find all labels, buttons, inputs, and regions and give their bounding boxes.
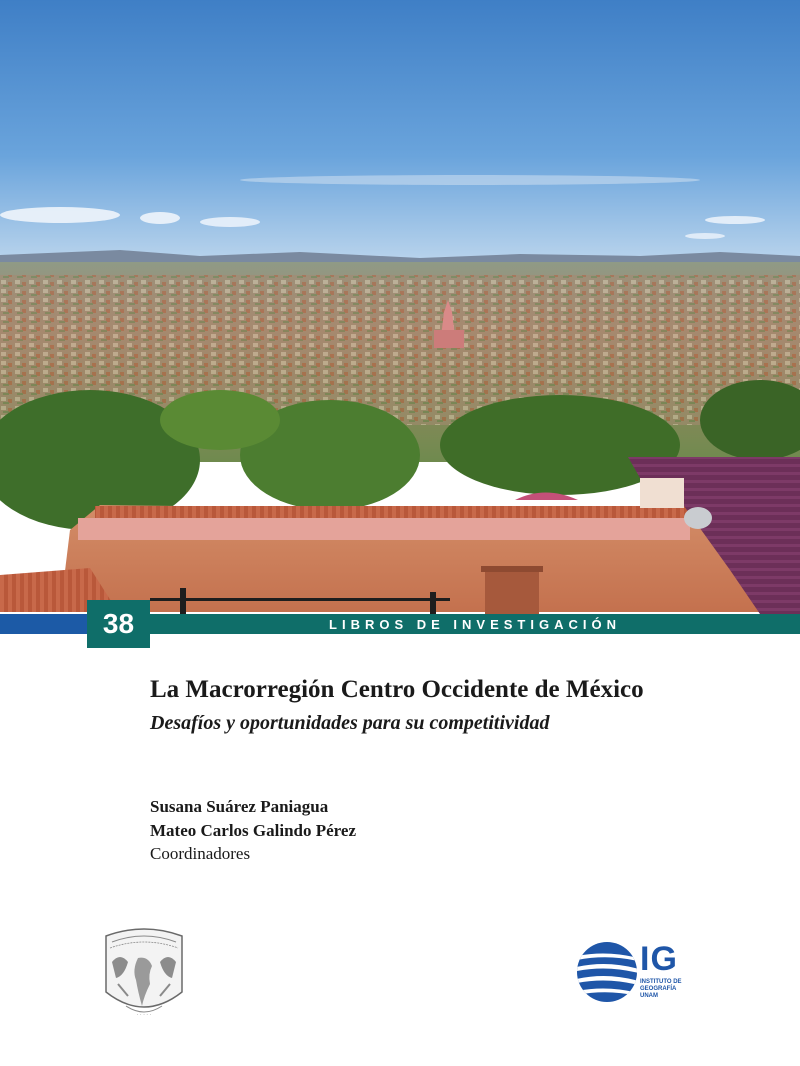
unam-motto-text: · · · · · <box>136 1012 152 1018</box>
series-number: 38 <box>87 600 150 648</box>
ig-logo-caption <box>640 979 700 1000</box>
contributor-role: Coordinadores <box>150 844 251 863</box>
ig-caption-line: UNAM <box>640 993 658 999</box>
ig-caption-line: GEOGRAFÍA <box>640 986 677 992</box>
book-title: La Macrorregión Centro Occidente de México <box>150 676 644 703</box>
ig-globe-icon <box>576 941 638 1003</box>
book-subtitle: Desafíos y oportunidades para su competitividad <box>150 712 550 734</box>
author-name: Susana Suárez Paniagua <box>150 797 329 816</box>
ig-institute-logo <box>576 941 696 1005</box>
series-band-blue <box>0 614 87 634</box>
unam-seal-icon <box>98 922 190 1024</box>
ig-caption-line: INSTITUTO DE <box>640 979 682 985</box>
ig-logo-letters: IG <box>640 940 678 978</box>
series-label: LIBROS DE INVESTIGACIÓN <box>329 616 621 632</box>
author-name: Mateo Carlos Galindo Pérez <box>150 821 357 840</box>
